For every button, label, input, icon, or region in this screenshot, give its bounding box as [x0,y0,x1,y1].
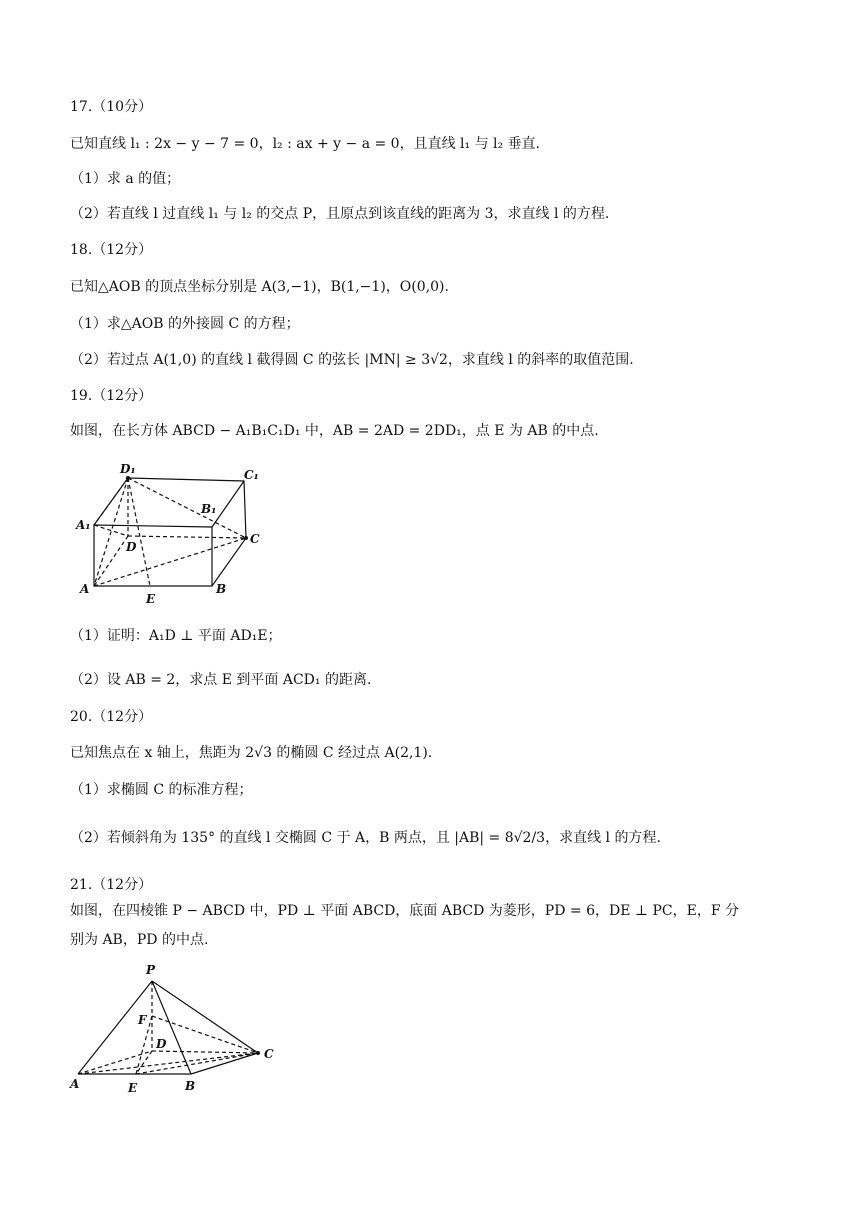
q17-part1: （1）求 a 的值； [70,171,181,187]
q21-stem-line1: 如图，在四棱锥 P − ABCD 中，PD ⊥ 平面 ABCD，底面 ABCD 为菱形，PD = 6，DE ⊥ PC，E，F 分 [70,903,740,919]
label-a: A [70,1077,80,1091]
q19-header: 19.（12分） [70,388,153,404]
label-b: B [185,1079,196,1093]
label-d: D [126,540,137,554]
label-e: E [128,1081,138,1095]
label-d1: D₁ [120,462,136,476]
label-e: E [146,592,156,605]
label-p: P [146,963,156,977]
q21-stem-line2: 别为 AB，PD 的中点. [70,932,209,948]
label-c: C [264,1047,274,1061]
q20-part1: （1）求椭圆 C 的标准方程； [70,782,253,798]
label-a: A [80,582,90,596]
label-b: B [216,582,227,596]
q20-header: 20.（12分） [70,709,153,725]
q20-stem: 已知焦点在 x 轴上，焦距为 2√3 的椭圆 C 经过点 A(2,1). [70,745,433,761]
label-c1: C₁ [244,468,259,482]
q18-part2: （2）若过点 A(1,0) 的直线 l 截得圆 C 的弦长 |MN| ≥ 3√2，求直线 l 的斜率的取值范围. [70,352,634,368]
q18-stem: 已知△AOB 的顶点坐标分别是 A(3,−1)，B(1,−1)，O(0,0). [70,279,449,295]
q17-stem: 已知直线 l₁ : 2x − y − 7 = 0，l₂ : ax + y − a = 0，且直线 l₁ 与 l₂ 垂直. [70,136,541,152]
cuboid-figure [70,455,270,605]
label-c: C [250,532,260,546]
q20-part2: （2）若倾斜角为 135° 的直线 l 交椭圆 C 于 A，B 两点，且 |AB| = 8√2/3，求直线 l 的方程. [70,830,661,846]
pyramid-figure [68,960,288,1100]
label-a1: A₁ [76,518,91,532]
label-d: D [156,1037,167,1051]
q19-stem: 如图，在长方体 ABCD − A₁B₁C₁D₁ 中，AB = 2AD = 2DD₁，点 E 为 AB 的中点. [70,423,599,439]
q18-part1: （1）求△AOB 的外接圆 C 的方程； [70,316,300,332]
q17-header: 17.（10分） [70,99,153,115]
q18-header: 18.（12分） [70,242,153,258]
label-f: F [138,1013,147,1027]
q19-part2: （2）设 AB = 2，求点 E 到平面 ACD₁ 的距离. [70,672,372,688]
q21-header: 21.（12分） [70,877,153,893]
q17-part2: （2）若直线 l 过直线 l₁ 与 l₂ 的交点 P，且原点到该直线的距离为 3，求直线 l 的方程. [70,206,610,222]
label-b1: B₁ [201,502,217,516]
q19-part1: （1）证明：A₁D ⊥ 平面 AD₁E； [70,628,282,644]
